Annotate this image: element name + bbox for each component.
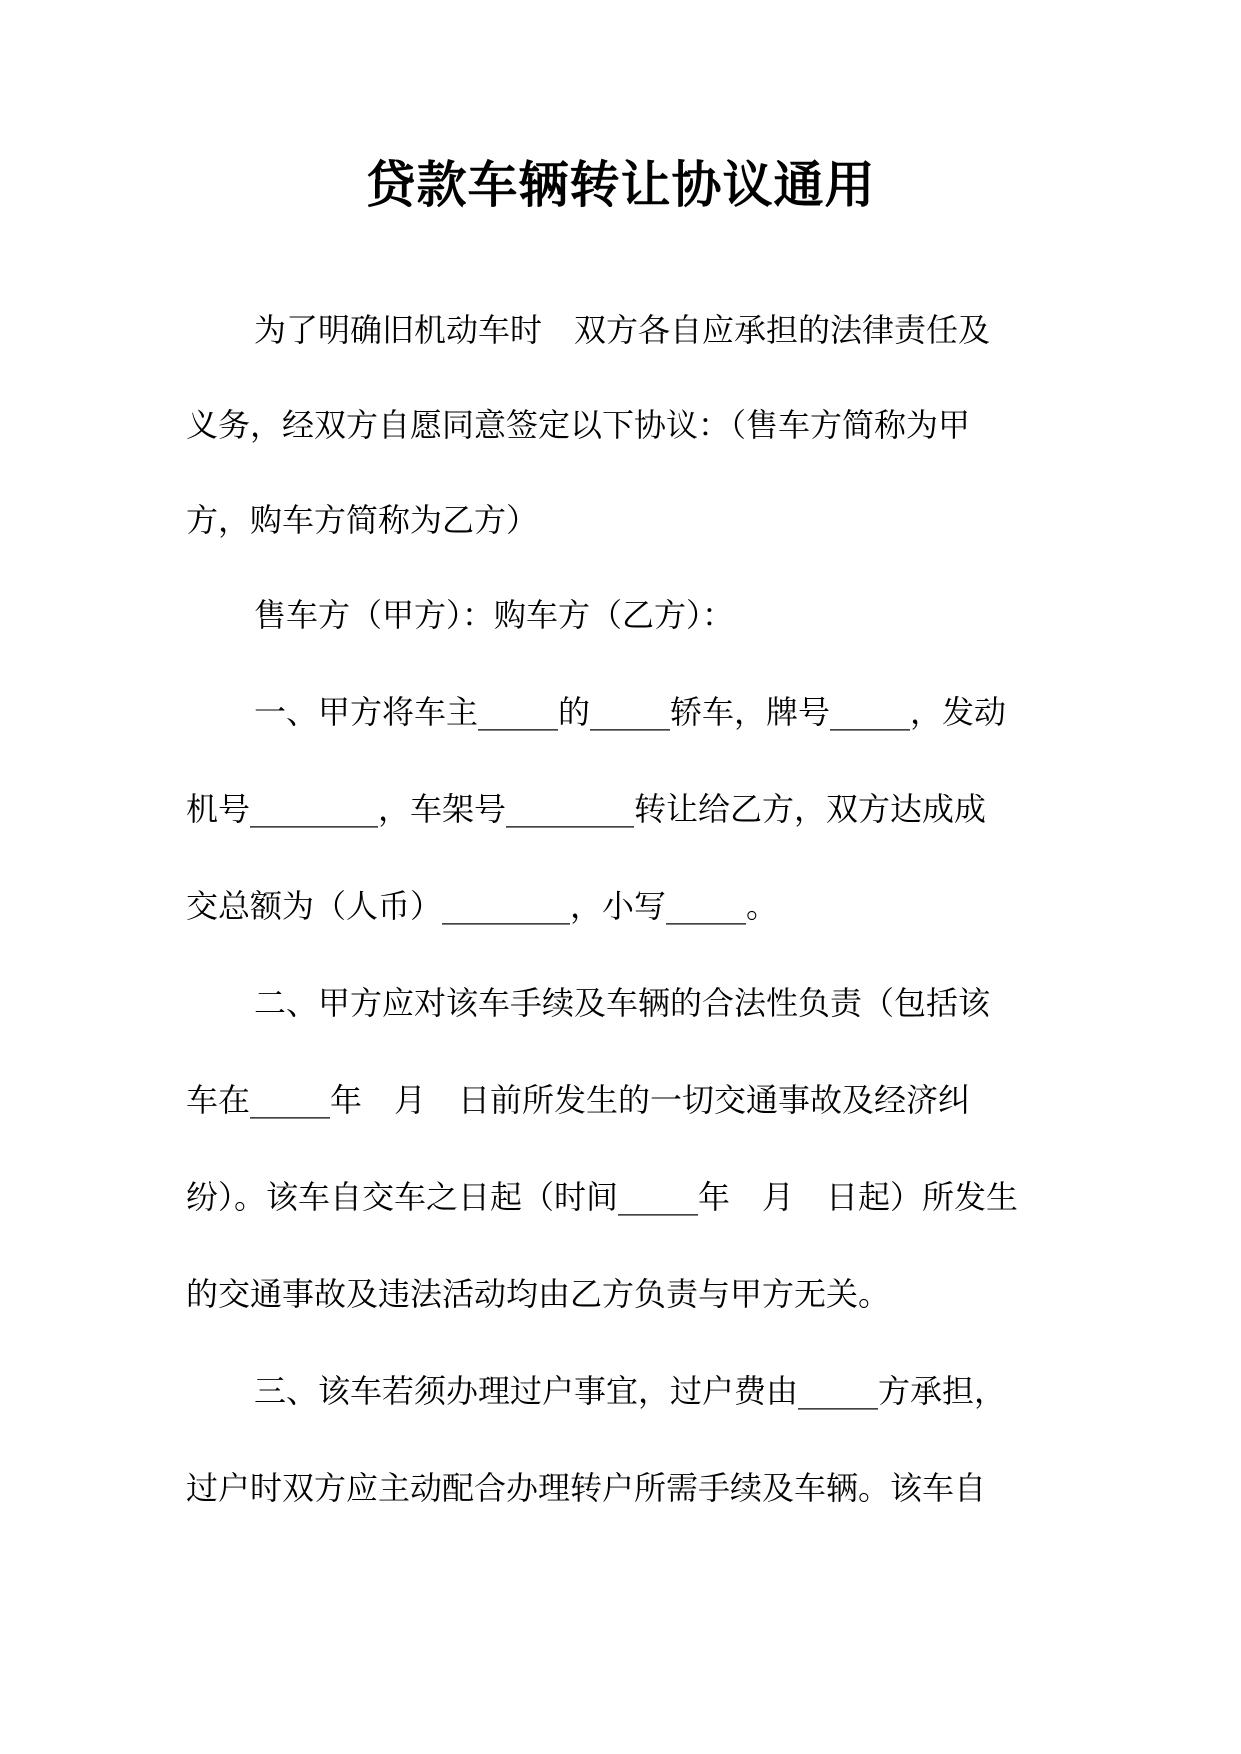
paragraph-line: 机号________，车架号________转让给乙方，双方达成成	[186, 790, 987, 828]
paragraph-line: 车在_____年 月 日前所发生的一切交通事故及经济纠	[186, 1081, 971, 1119]
paragraph-line: 二、甲方应对该车手续及车辆的合法性负责（包括该	[254, 984, 991, 1022]
paragraph-line: 为了明确旧机动车时 双方各自应承担的法律责任及	[254, 311, 991, 349]
document-title: 贷款车辆转让协议通用	[365, 156, 876, 214]
paragraph-line: 过户时双方应主动配合办理转户所需手续及车辆。该车自	[186, 1469, 987, 1507]
paragraph-line: 一、甲方将车主_____的_____轿车，牌号_____，发动	[254, 693, 1007, 731]
paragraph-line: 售车方（甲方）：购车方（乙方）：	[254, 596, 735, 634]
paragraph-line: 方，购车方简称为乙方）	[186, 501, 539, 539]
paragraph-line: 三、该车若须办理过户事宜，过户费由_____方承担，	[254, 1372, 1007, 1410]
paragraph-line: 义务，经双方自愿同意签定以下协议：（售车方简称为甲	[186, 406, 971, 444]
paragraph-line: 交总额为（人币）________，小写_____。	[186, 887, 779, 925]
paragraph-line: 纷）。该车自交车之日起（时间_____年 月 日起）所发生	[186, 1178, 1019, 1216]
paragraph-line: 的交通事故及违法活动均由乙方负责与甲方无关。	[186, 1275, 891, 1313]
